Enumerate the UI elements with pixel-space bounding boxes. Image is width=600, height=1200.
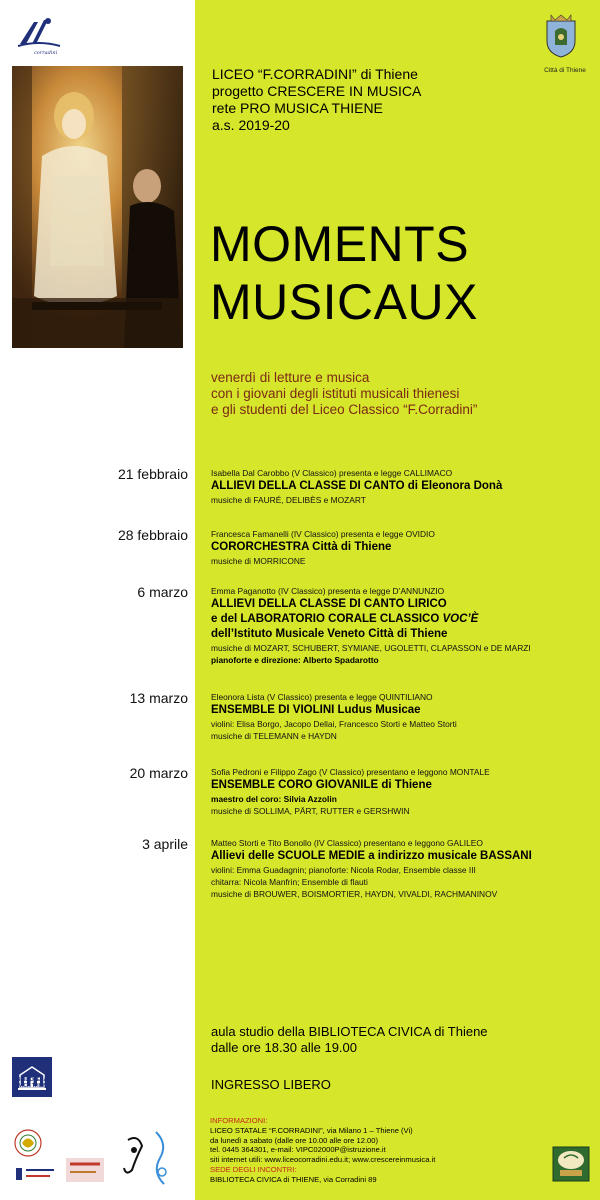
event-title: CORORCHESTRA Città di Thiene xyxy=(211,541,392,553)
info-label: INFORMAZIONI: xyxy=(210,1116,268,1125)
venue-line: aula studio della BIBLIOTECA CIVICA di Thiene xyxy=(211,1024,488,1039)
event-body xyxy=(211,837,596,900)
event-body xyxy=(211,528,596,567)
event-body xyxy=(211,766,596,817)
event-title: ENSEMBLE DI VIOLINI Ludus Musicae xyxy=(211,704,421,716)
free-entry-label: INGRESSO LIBERO xyxy=(211,1077,331,1092)
subtitle-line: con i giovani degli istituti musicali thienesi xyxy=(211,386,460,401)
info-line: tel. 0445 364301, e-mail: VIPC02000P@istruzione.it xyxy=(210,1145,386,1155)
event-details: musiche di FAURÉ, DELIBÈS e MOZART xyxy=(211,495,366,505)
event-title: ALLIEVI DELLA CLASSE DI CANTO LIRICO xyxy=(211,598,447,610)
event-title: ENSEMBLE CORO GIOVANILE di Thiene xyxy=(211,779,432,791)
event-date: 6 marzo xyxy=(137,584,188,600)
event-lead: Sofia Pedroni e Filippo Zago (V Classico) presentano e leggono MONTALE xyxy=(211,767,490,777)
event-body xyxy=(211,585,596,666)
event-date: 13 marzo xyxy=(129,690,188,706)
info-line: siti internet utili: www.liceocorradini.edu.it; www.crescereinmusica.it xyxy=(210,1155,436,1165)
event-title-italic: VOC’È xyxy=(442,613,479,625)
event-details: musiche di MOZART, SCHUBERT, SYMIANE, UGOLETTI, CLAPASSON e DE MARZI xyxy=(211,643,531,653)
svg-text:corradini: corradini xyxy=(34,50,58,56)
event-date: 3 aprile xyxy=(142,836,188,852)
header-line: a.s. 2019-20 xyxy=(212,117,290,133)
subtitle-line: e gli studenti del Liceo Classico “F.Corradini” xyxy=(211,402,478,417)
event-details: musiche di MORRICONE xyxy=(211,556,306,566)
info-block xyxy=(210,1116,435,1185)
event-title: dell’Istituto Musicale Veneto Città di Thiene xyxy=(211,628,448,640)
citta-di-thiene-crest xyxy=(541,13,581,59)
venue-time: dalle ore 18.30 alle 19.00 xyxy=(211,1040,358,1055)
event-lead: Francesca Famanelli (IV Classico) presenta e legge OVIDIO xyxy=(211,529,435,539)
event-details: chitarra: Nicola Manfrin; Ensemble di flauti xyxy=(211,877,368,887)
header-line: LICEO “F.CORRADINI” di Thiene xyxy=(212,66,418,82)
event-lead: Emma Paganotto (IV Classico) presenta e legge D’ANNUNZIO xyxy=(211,586,445,596)
partner-logos xyxy=(10,1128,190,1188)
info-line: da lunedì a sabato (dalle ore 10.00 alle ore 12.00) xyxy=(210,1135,379,1145)
event-lead: Isabella Dal Carobbo (V Classico) presenta e legge CALLIMACO xyxy=(211,468,453,478)
biblioteca-caption: BIBLIOTECA CIVICA THIENE xyxy=(13,1077,51,1089)
header-block xyxy=(212,66,421,134)
event-date: 28 febbraio xyxy=(117,527,188,543)
event-director: pianoforte e direzione: Alberto Spadarotto xyxy=(211,655,379,665)
venue-label: SEDE DEGLI INCONTRI: xyxy=(210,1164,297,1174)
info-line: BIBLIOTECA CIVICA di THIENE, via Corradini 89 xyxy=(210,1174,377,1184)
event-body xyxy=(211,467,596,506)
event-details: musiche di BROUWER, BOISMORTIER, HAYDN, VIVALDI, RACHMANINOV xyxy=(211,889,498,899)
crest-caption: Città di Thiene xyxy=(544,67,586,74)
event-title: Allievi delle SCUOLE MEDIE a indirizzo musicale BASSANI xyxy=(211,850,532,862)
event-details: musiche di TELEMANN e HAYDN xyxy=(211,731,337,741)
poster-subtitle xyxy=(211,370,477,418)
subtitle-line: venerdì di letture e musica xyxy=(211,370,370,385)
venue-block xyxy=(211,1024,488,1056)
event-director: maestro del coro: Silvia Azzolin xyxy=(211,794,337,804)
title-line: MUSICAUX xyxy=(210,274,478,330)
header-line: progetto CRESCERE IN MUSICA xyxy=(212,83,422,99)
info-line: LICEO STATALE “F.CORRADINI”, via Milano 1 – Thiene (Vi) xyxy=(210,1125,413,1135)
event-date: 21 febbraio xyxy=(117,466,188,482)
klimt-schubert-painting xyxy=(12,66,183,348)
event-body xyxy=(211,691,596,742)
event-title: ALLIEVI DELLA CLASSE DI CANTO di Eleonora Donà xyxy=(211,480,503,492)
liceo-corradini-logo xyxy=(14,14,64,56)
event-details: violini: Elisa Borgo, Jacopo Dellai, Francesco Storti e Matteo Storti xyxy=(211,719,457,729)
event-date: 20 marzo xyxy=(129,765,188,781)
title-line: MOMENTS xyxy=(210,216,470,272)
scuola-bassani-logo xyxy=(552,1146,590,1182)
event-lead: Eleonora Lista (V Classico) presenta e legge QUINTILIANO xyxy=(211,692,433,702)
event-title xyxy=(211,612,596,627)
event-details: violini: Emma Guadagnin; pianoforte: Nicola Rodar, Ensemble classe III xyxy=(211,865,476,875)
header-line: rete PRO MUSICA THIENE xyxy=(212,100,383,116)
event-details: musiche di SOLLIMA, PÄRT, RUTTER e GERSHWIN xyxy=(211,806,410,816)
poster-title xyxy=(210,215,478,331)
event-lead: Matteo Storti e Tito Bonollo (IV Classico) presentano e leggono GALILEO xyxy=(211,838,483,848)
event-title-part: e del LABORATORIO CORALE CLASSICO xyxy=(211,613,443,625)
